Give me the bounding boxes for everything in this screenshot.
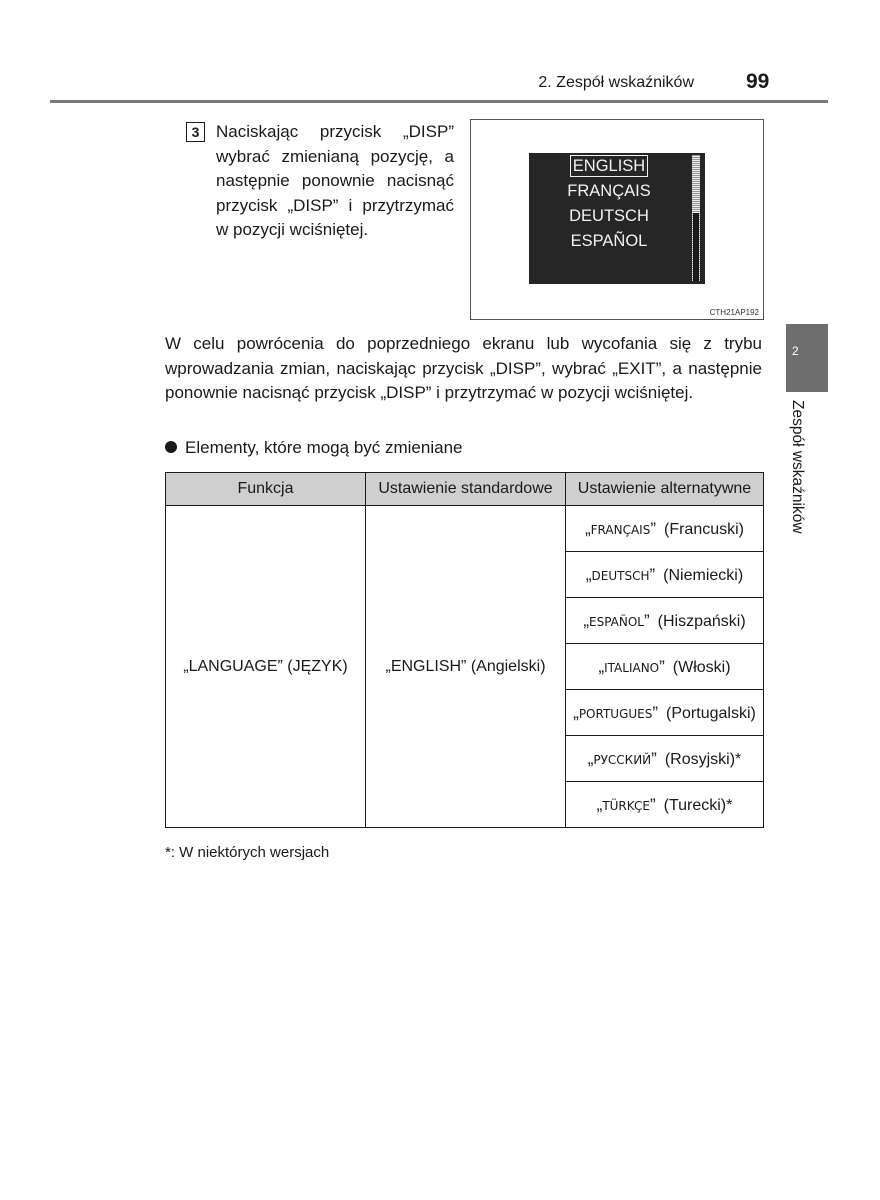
alternative-language-name: (Włoski) [672,658,731,676]
function-cell: „LANGUAGE” (JĘZYK) [166,506,366,828]
chapter-label: Zespół wskaźników [789,400,806,534]
scrollbar-thumb [693,213,699,281]
alternative-language-name: (Turecki)* [663,796,733,814]
close-quote: ” [652,702,659,722]
bullet-icon [165,441,177,453]
alternative-language-name: (Portugalski) [666,704,756,722]
alternative-cell [566,782,764,828]
open-quote: „ [583,610,589,630]
language-option: DEUTSCH [569,207,649,225]
open-quote: „ [573,702,579,722]
alternative-cell [566,736,764,782]
alternative-display-text: ITALIANO [604,660,660,675]
alternative-cell [566,598,764,644]
close-quote: ” [643,610,650,630]
close-quote: ” [651,748,657,768]
column-header: Funkcja [166,473,366,506]
bullet-heading: Elementy, które mogą być zmieniane [165,438,462,458]
alternative-language-name: (Hiszpański) [657,612,746,630]
alternative-cell [566,552,764,598]
header-section-title: 2. Zespół wskaźników [538,74,694,91]
footnote: *: W niektórych wersjach [165,844,330,861]
close-quote: ” [649,794,656,814]
close-quote: ” [649,564,656,584]
close-quote: ” [650,518,656,538]
close-quote: ” [659,656,665,676]
alternative-language-name: (Rosyjski)* [664,750,742,768]
column-header: Ustawienie standardowe [366,473,566,506]
language-option: ESPAÑOL [570,232,648,250]
settings-table [165,472,764,828]
alternative-language-name: (Francuski) [664,520,745,538]
alternative-display-text: DEUTSCH [591,568,650,583]
settings-rows [166,506,764,828]
open-quote: „ [598,656,605,676]
step-number-box: 3 [186,122,205,142]
alternative-display-text: FRANÇAIS [590,522,651,537]
open-quote: „ [584,518,591,538]
open-quote: „ [587,748,594,768]
language-option: FRANÇAIS [567,182,651,200]
alternative-display-text: ESPAÑOL [589,614,644,629]
alternative-display-text: TÜRKÇE [602,798,650,813]
chapter-tab: 2 [786,324,828,392]
open-quote: „ [585,564,592,584]
step-text: Naciskając przycisk „DISP” wybrać zmienianą pozycję, a następnie ponownie nacisnąć przycisk „DISP” i przytrzymać w pozycji wciśniętej. [216,122,454,239]
alternative-cell [566,644,764,690]
alternative-language-name: (Niemiecki) [663,566,744,584]
display-illustration [470,119,764,320]
display-screen [529,153,705,284]
alternative-cell [566,690,764,736]
figure-code: CTH21AP192 [709,308,759,317]
alternative-display-text: РУССКИЙ [593,752,652,767]
column-header: Ustawienie alternatywne [566,473,764,506]
language-option: ENGLISH [529,157,689,176]
alternative-display-text: PORTUGUES [578,706,653,721]
alternative-cell [566,506,764,552]
step-3 [186,120,454,243]
header-rule [50,100,828,103]
standard-cell: „ENGLISH” (Angielski) [366,506,566,828]
instruction-paragraph: W celu powrócenia do poprzedniego ekranu lub wycofania się z trybu wprowadzania zmian, naciskając przycisk „DISP”, wybrać „EXIT”, a następnie ponownie nacisnąć przycisk „DISP” i przytrzymać w pozycji wciśniętej. [165,334,762,402]
open-quote: „ [596,794,603,814]
page-number: 99 [746,70,770,93]
